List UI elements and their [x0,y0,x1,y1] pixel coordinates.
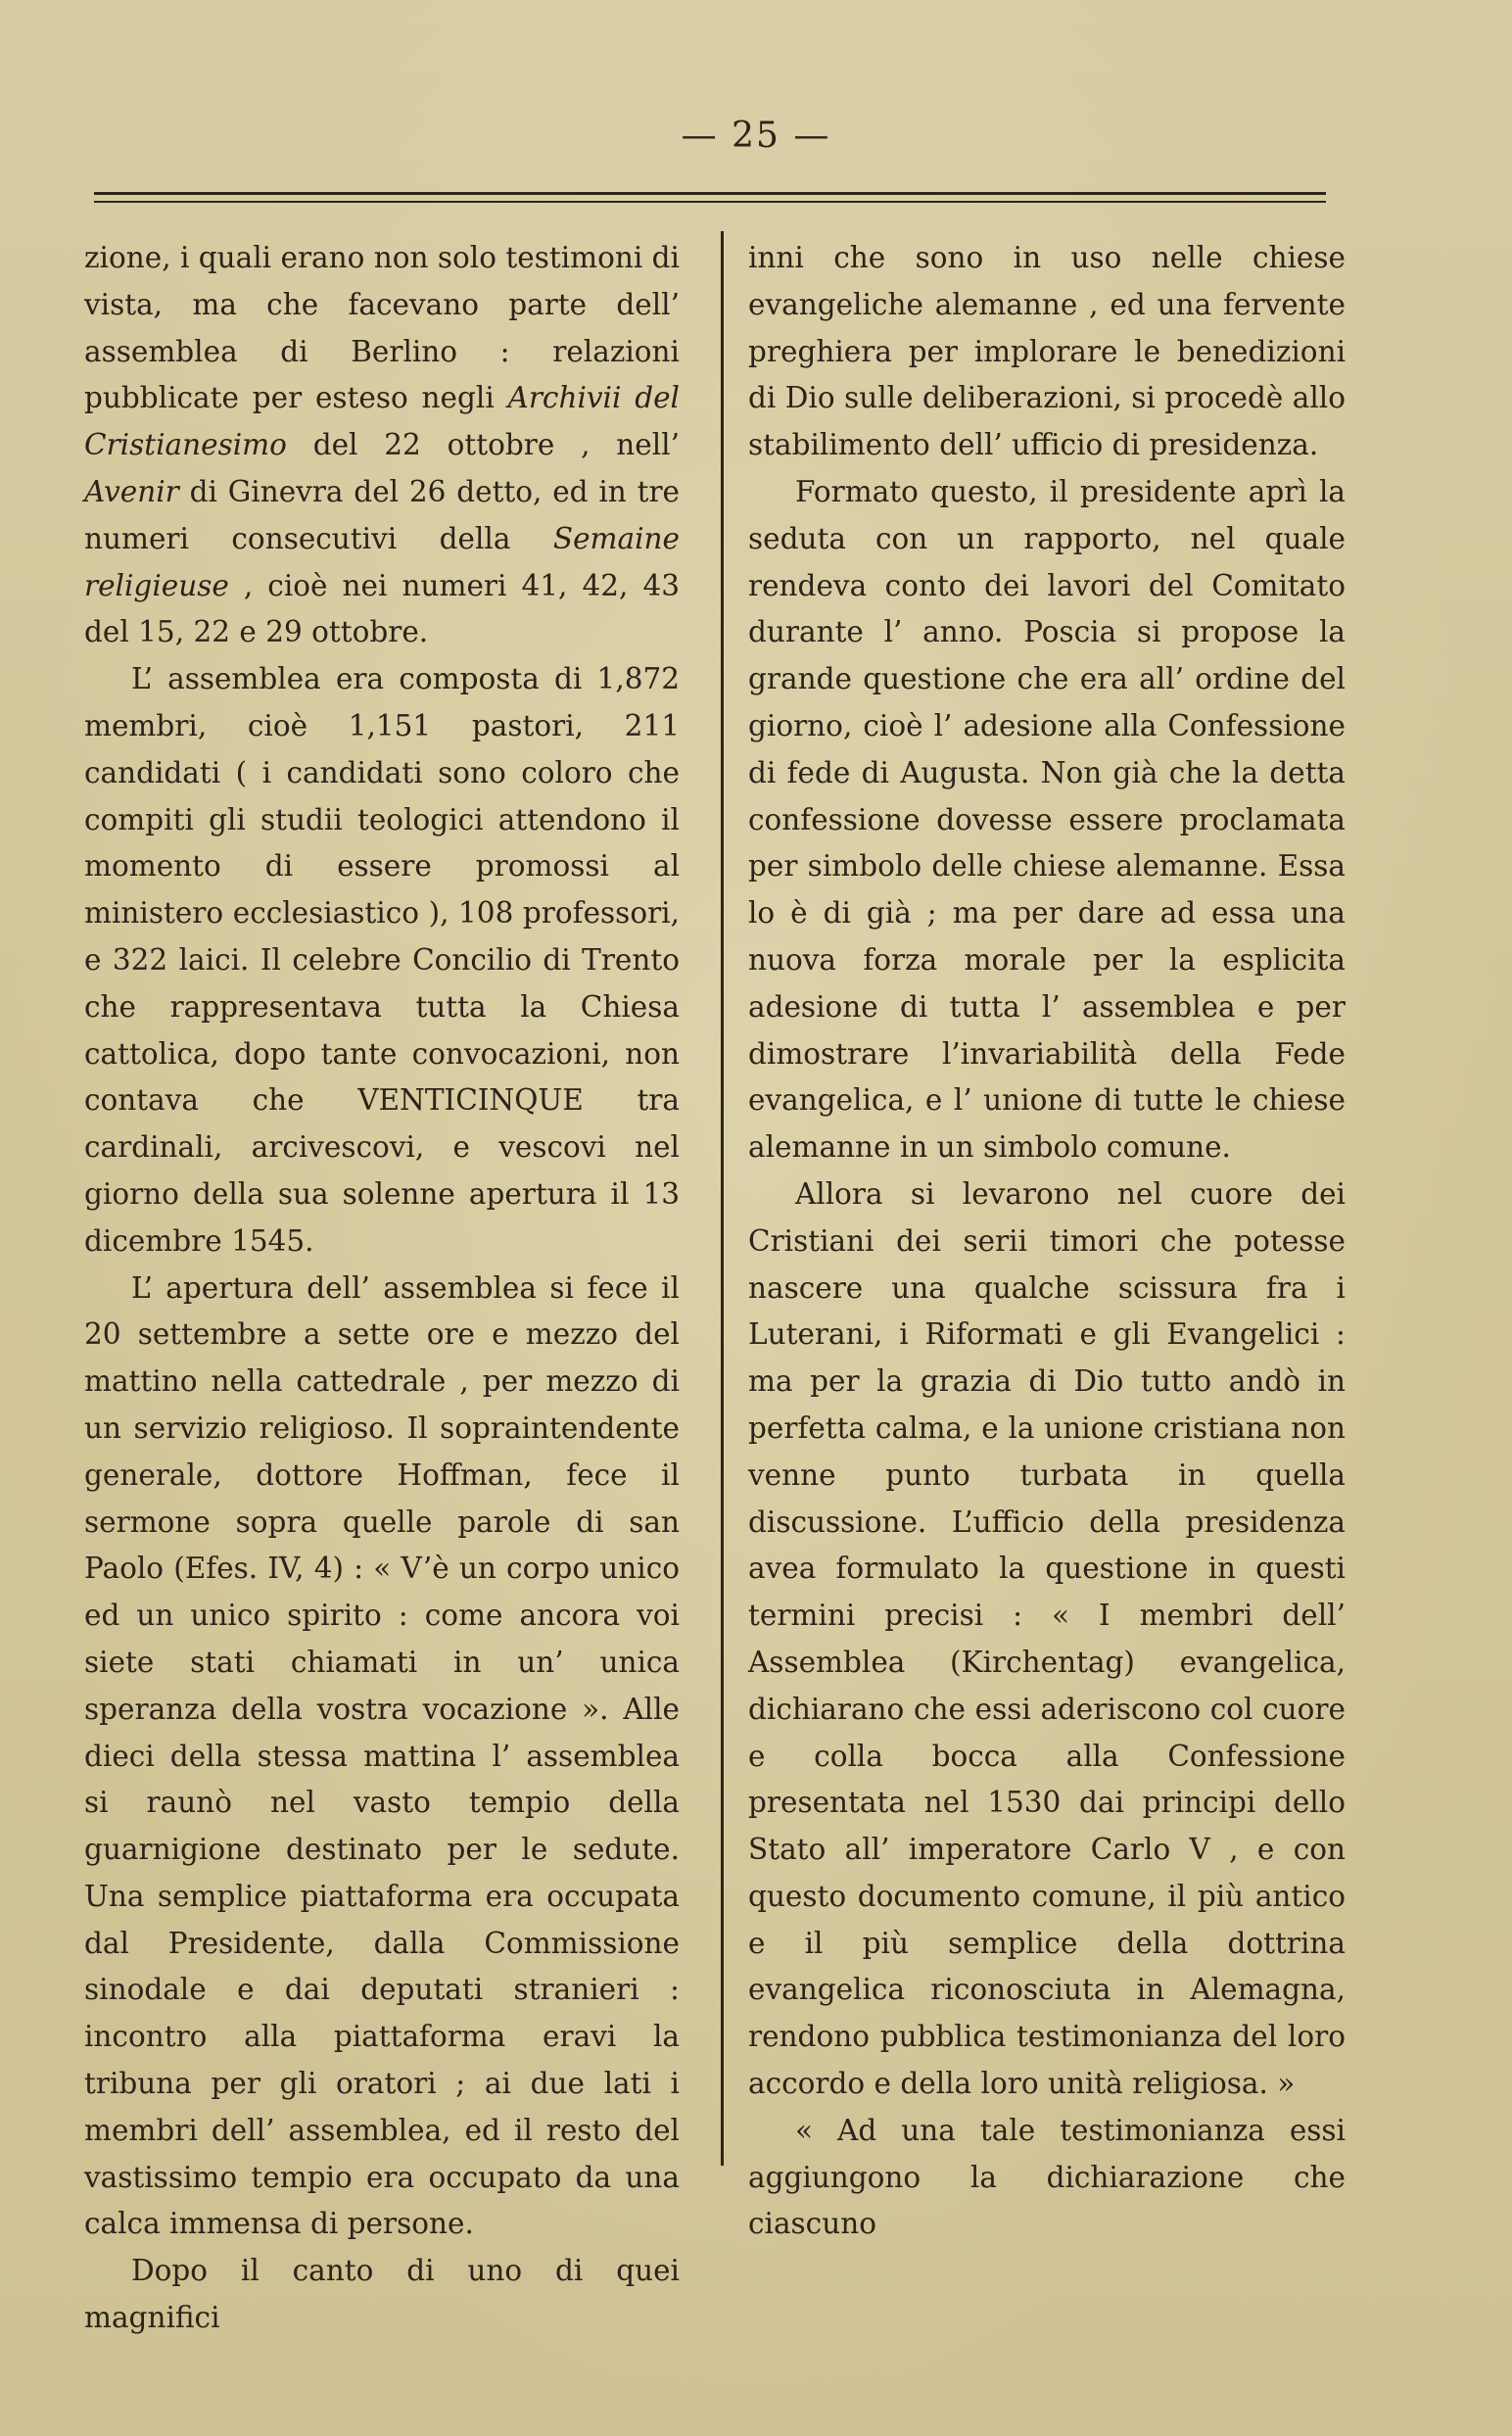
paragraph: Dopo il canto di uno di quei magnifici [84,2254,680,2335]
text-span: del 22 ottobre , nell’ [286,428,680,462]
left-column [84,235,680,2342]
italic-title: Archivii del Cristianesimo [84,381,680,462]
paragraph-continuation [84,235,680,656]
italic-title: Avenir [84,474,179,508]
paragraph-continuation: inni che sono in uso nelle chiese evangeliche alemanne , ed una fervente preghiera per implorare le benedizioni di Dio sulle deliberazioni, si procedè allo stabilimento dell’ ufficio di presidenza. [748,241,1346,462]
page-number: — 25 — [681,116,831,156]
text-span: di Ginevra del 26 detto, ed in tre numeri consecutivi della [84,474,680,555]
text-span: zione, i quali erano non solo testimoni di vista, ma che facevano parte dell’ assemblea di Berlino : relazioni pubblicate per esteso negli [84,241,680,415]
paragraph: L’ assemblea era composta di 1,872 membri, cioè 1,151 pastori, 211 candidati ( i candidati sono coloro che compiti gli studii teologici attendono il momento di essere promossi al ministero ecclesiastico ), 108 professori, e 322 laici. Il celebre Concilio di Trento che rappresentava tutta la Chiesa cattolica, dopo tante convocazioni, non contava che VENTICINQUE tra cardinali, arcivescovi, e vescovi nel giorno della sua solenne apertura il 13 dicembre 1545. [84,662,680,1258]
paragraph: « Ad una tale testimonianza essi aggiungono la dichiarazione che ciascuno [748,2113,1346,2241]
italic-title: Semaine religieuse [84,521,680,602]
paragraph: L’ apertura dell’ assemblea si fece il 20 settembre a sette ore e mezzo del mattino nella cattedrale , per mezzo di un servizio religioso. Il sopraintendente generale, dottore Hoffman, fece il sermone sopra quelle parole di san Paolo (Efes. IV, 4) : « V’è un corpo unico ed un unico spirito : come ancora voi siete stati chiamati in un’ unica speranza della vostra vocazione ». Alle dieci della stessa mattina l’ assemblea si raunò nel vasto tempio della guarnigione destinato per le sedute. Una semplice piattaforma era occupata dal Presidente, dalla Commissione sinodale e dai deputati stranieri : incontro alla piattaforma eravi la tribuna per gli oratori ; ai due lati i membri dell’ assemblea, ed il resto del vastissimo tempio era occupato da una calca immensa di persone. [84,1270,680,2241]
paragraph: Formato questo, il presidente aprì la seduta con un rapporto, nel quale rendeva conto dei lavori del Comitato durante l’ anno. Poscia si propose la grande questione che era all’ ordine del giorno, cioè l’ adesione alla Confessione di fede di Augusta. Non già che la detta confessione dovesse essere proclamata per simbolo delle chiese alemanne. Essa lo è di già ; ma per dare ad essa una nuova forza morale per la esplicita adesione di tutta l’ assemblea e per dimostrare l’invariabilità della Fede evangelica, e l’ unione di tutte le chiese alemanne in un simbolo comune. [748,474,1346,1165]
header-rule [94,192,1326,203]
text-span: , cioè nei numeri 41, 42, 43 del 15, 22 e 29 ottobre. [84,568,680,649]
right-column [748,235,1346,2248]
paragraph: Allora si levarono nel cuore dei Cristiani dei serii timori che potesse nascere una qualche scissura fra i Luterani, i Riformati e gli Evangelici : ma per la grazia di Dio tutto andò in perfetta calma, e la unione cristiana non venne punto turbata in quella discussione. L’ufficio della presidenza avea formulato la questione in questi termini precisi : « I membri dell’ Assemblea (Kirchentag) evangelica, dichiarano che essi aderiscono col cuore e colla bocca alla Confessione presentata nel 1530 dai principi dello Stato all’ imperatore Carlo V , e con questo documento comune, il più antico e il più semplice della dottrina evangelica riconosciuta in Alemagna, rendono pubblica testimonianza del loro accordo e della loro unità religiosa. » [748,1176,1346,2101]
column-divider [721,231,724,2166]
